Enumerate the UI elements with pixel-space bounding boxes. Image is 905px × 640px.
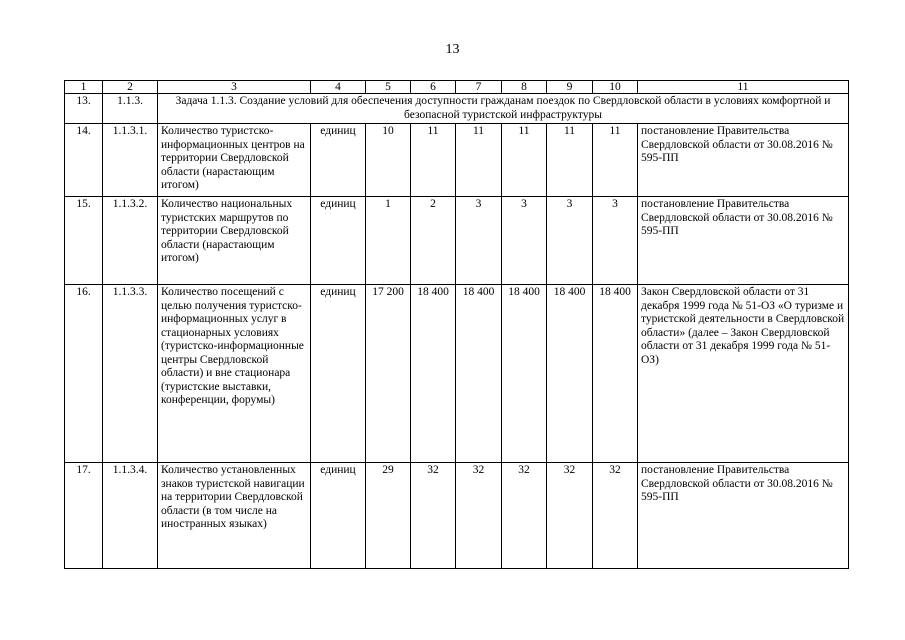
value-cell: 11 (593, 124, 638, 197)
value-cell: 3 (593, 197, 638, 285)
column-number-header: 9 (547, 81, 593, 94)
indicator-name: Количество посещений с целью получения туристско-информационных услуг в стационарных условиях (туристско-информационные центры Свердловской области) и вне стационара (туристские выставки, конференции, форумы) (158, 285, 311, 463)
task-title: Задача 1.1.3. Создание условий для обеспечения доступности гражданам поездок по Свердловской области в условиях комфортной и безопасной туристской инфраструктуры (158, 94, 849, 124)
value-cell: 11 (502, 124, 547, 197)
value-cell: 32 (547, 463, 593, 569)
value-cell: 32 (411, 463, 456, 569)
value-cell: 17 200 (366, 285, 411, 463)
source-document: Закон Свердловской области от 31 декабря 1999 года № 51-ОЗ «О туризме и туристской деятельности в Свердловской области» (далее – Закон Свердловской области от 31 декабря 1999 года № 51-ОЗ) (638, 285, 849, 463)
indicators-table (64, 80, 849, 569)
unit: единиц (311, 463, 366, 569)
value-cell: 3 (502, 197, 547, 285)
value-cell: 1 (366, 197, 411, 285)
unit: единиц (311, 285, 366, 463)
value-cell: 29 (366, 463, 411, 569)
value-cell: 18 400 (456, 285, 502, 463)
table-row (65, 197, 849, 285)
column-number-header: 1 (65, 81, 103, 94)
row-number: 16. (65, 285, 103, 463)
column-number-header: 4 (311, 81, 366, 94)
column-number-header: 7 (456, 81, 502, 94)
value-cell: 18 400 (547, 285, 593, 463)
value-cell: 3 (547, 197, 593, 285)
row-number: 14. (65, 124, 103, 197)
indicator-name: Количество установленных знаков туристской навигации на территории Свердловской области (в том числе на иностранных языках) (158, 463, 311, 569)
column-number-header: 3 (158, 81, 311, 94)
value-cell: 32 (593, 463, 638, 569)
value-cell: 18 400 (593, 285, 638, 463)
source-document: постановление Правительства Свердловской области от 30.08.2016 № 595-ПП (638, 463, 849, 569)
table-row (65, 124, 849, 197)
column-number-header: 8 (502, 81, 547, 94)
page-number: 13 (445, 42, 460, 57)
value-cell: 11 (547, 124, 593, 197)
row-number: 13. (65, 94, 103, 124)
row-code: 1.1.3.3. (103, 285, 158, 463)
unit: единиц (311, 197, 366, 285)
value-cell: 11 (456, 124, 502, 197)
task-row (65, 94, 849, 124)
column-number-header-row (65, 81, 849, 94)
row-number: 17. (65, 463, 103, 569)
unit: единиц (311, 124, 366, 197)
column-number-header: 2 (103, 81, 158, 94)
source-document: постановление Правительства Свердловской области от 30.08.2016 № 595-ПП (638, 197, 849, 285)
row-code: 1.1.3.2. (103, 197, 158, 285)
column-number-header: 11 (638, 81, 849, 94)
value-cell: 18 400 (502, 285, 547, 463)
value-cell: 32 (502, 463, 547, 569)
value-cell: 32 (456, 463, 502, 569)
row-code: 1.1.3.4. (103, 463, 158, 569)
table-row (65, 463, 849, 569)
value-cell: 3 (456, 197, 502, 285)
value-cell: 18 400 (411, 285, 456, 463)
indicator-name: Количество национальных туристских маршрутов по территории Свердловской области (нарастающим итогом) (158, 197, 311, 285)
row-code: 1.1.3.1. (103, 124, 158, 197)
value-cell: 10 (366, 124, 411, 197)
column-number-header: 10 (593, 81, 638, 94)
row-number: 15. (65, 197, 103, 285)
indicator-name: Количество туристско-информационных центров на территории Свердловской области (нарастающим итогом) (158, 124, 311, 197)
column-number-header: 5 (366, 81, 411, 94)
column-number-header: 6 (411, 81, 456, 94)
value-cell: 2 (411, 197, 456, 285)
row-code: 1.1.3. (103, 94, 158, 124)
table-row (65, 285, 849, 463)
source-document: постановление Правительства Свердловской области от 30.08.2016 № 595-ПП (638, 124, 849, 197)
value-cell: 11 (411, 124, 456, 197)
